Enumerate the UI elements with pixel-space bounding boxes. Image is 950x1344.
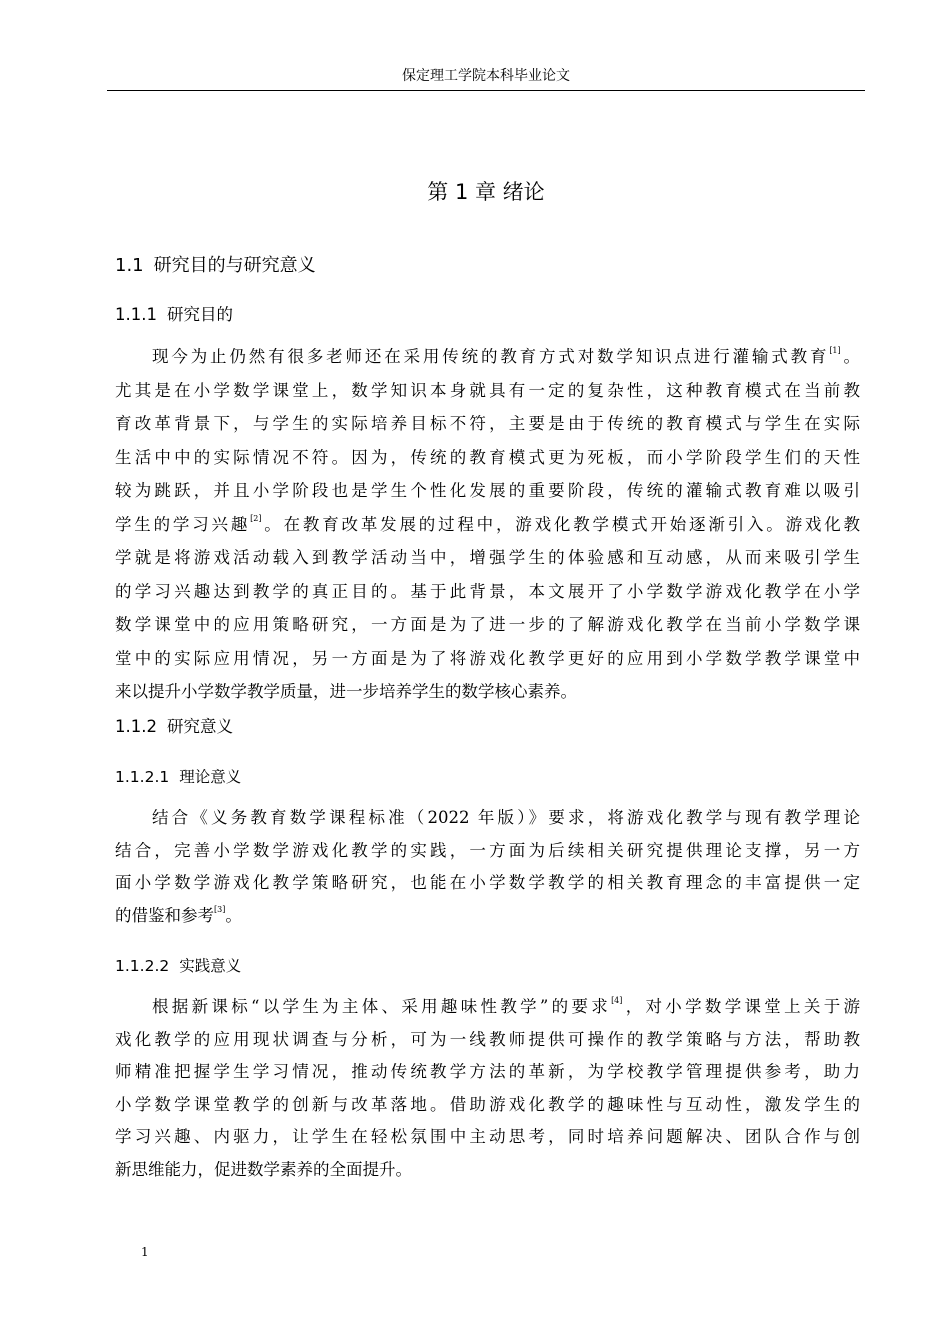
paragraph-line <box>115 407 860 441</box>
text-run: 。 <box>225 905 242 925</box>
text-run: 的借鉴和参考 <box>115 905 214 925</box>
paragraph-line <box>115 675 860 709</box>
text-run: 新思维能力，促进数学素养的全面提升。 <box>115 1159 412 1179</box>
section-heading-1-1 <box>115 252 316 280</box>
header-title: 保定理工学院本科毕业论文 <box>402 68 570 84</box>
paragraph-line <box>115 867 860 900</box>
section-heading-1-1-2-1 <box>115 765 241 789</box>
paragraph-line <box>115 374 860 408</box>
section-title: 研究意义 <box>166 717 233 736</box>
section-heading-1-1-2-2 <box>115 954 241 978</box>
text-run: 结合，完善小学数学游戏化教学的实践，一方面为后续相关研究提供理论支撑，另一方 <box>115 840 860 860</box>
section-number: 1.1.2.2 <box>115 957 170 975</box>
paragraph-line <box>115 340 860 374</box>
chapter-title: 第 1 章 绪论 <box>427 180 545 204</box>
paragraph-line <box>115 1121 860 1154</box>
section-number: 1.1.2 <box>115 717 157 736</box>
paragraph-theoretical-significance <box>115 802 860 932</box>
section-number: 1.1 <box>115 255 144 276</box>
text-run: 学生的学习兴趣 <box>115 514 251 534</box>
text-run: ，对小学数学课堂上关于游 <box>622 997 861 1016</box>
text-run: 师精准把握学生学习情况，推动传统教学方法的革新，为学校教学管理提供参考，助力 <box>115 1062 860 1081</box>
citation-mark: [1] <box>829 346 841 355</box>
paragraph-line <box>115 1056 860 1089</box>
paragraph-practical-significance <box>115 991 860 1186</box>
paragraph-line <box>115 608 860 642</box>
paragraph-research-purpose <box>115 340 860 709</box>
text-run: 小学数学课堂教学的创新与改革落地。借助游戏化教学的趣味性与互动性，激发学生的 <box>115 1094 860 1114</box>
section-title: 研究目的 <box>166 305 233 324</box>
paragraph-line <box>115 1024 860 1057</box>
paragraph-line <box>115 802 860 835</box>
text-run: 戏化教学的应用现状调查与分析，可为一线教师提供可操作的教学策略与方法，帮助教 <box>115 1029 860 1049</box>
paragraph-line <box>115 1089 860 1122</box>
section-title: 实践意义 <box>179 957 242 975</box>
section-number: 1.1.2.1 <box>115 768 170 786</box>
section-heading-1-1-1 <box>115 302 233 328</box>
paragraph-line <box>115 541 860 575</box>
paragraph-line <box>115 474 860 508</box>
paragraph-line <box>115 835 860 868</box>
page-header <box>107 66 865 91</box>
text-run: 结合《义务教育数学课程标准（2022 年版）》要求，将游戏化教学与现有教学理论 <box>152 808 860 827</box>
citation-mark: [2] <box>250 513 262 523</box>
text-run: 数学课堂中的应用策略研究，一方面是为了进一步的了解游戏化教学在当前小学数学课 <box>115 615 860 634</box>
paragraph-line <box>115 900 860 933</box>
text-run: 育改革背景下，与学生的实际培养目标不符，主要是由于传统的教育模式与学生在实际 <box>115 414 860 433</box>
text-run: 来以提升小学数学教学质量，进一步培养学生的数学核心素养。 <box>115 682 577 701</box>
section-title: 理论意义 <box>179 768 242 786</box>
text-run: 尤其是在小学数学课堂上，数学知识本身就具有一定的复杂性，这种教育模式在当前教 <box>115 380 860 400</box>
paragraph-line <box>115 508 860 542</box>
text-run: 。在教育改革发展的过程中，游戏化教学模式开始逐渐引入。游戏化教 <box>261 514 861 534</box>
text-run: 根据新课标“以学生为主体、采用趣味性教学”的要求 <box>152 997 612 1016</box>
text-run: 学习兴趣、内驱力，让学生在轻松氛围中主动思考，同时培养问题解决、团队合作与创 <box>115 1127 860 1146</box>
section-number: 1.1.1 <box>115 305 157 324</box>
paragraph-line <box>115 441 860 475</box>
paragraph-line <box>115 575 860 609</box>
page-number: 1 <box>141 1245 149 1259</box>
section-title: 研究目的与研究意义 <box>153 255 316 276</box>
paragraph-line <box>115 642 860 676</box>
text-run: 面小学数学游戏化教学策略研究，也能在小学数学教学的相关教育理念的丰富提供一定 <box>115 873 860 892</box>
text-run: 。 <box>840 347 861 366</box>
text-run: 较为跳跃，并且小学阶段也是学生个性化发展的重要阶段，传统的灌输式教育难以吸引 <box>115 481 860 500</box>
paragraph-line <box>115 991 860 1024</box>
text-run: 堂中的实际应用情况，另一方面是为了将游戏化教学更好的应用到小学数学教学课堂中 <box>115 648 860 668</box>
text-run: 学就是将游戏活动载入到教学活动当中，增强学生的体验感和互动感，从而来吸引学生 <box>115 548 860 567</box>
text-run: 现今为止仍然有很多老师还在采用传统的教育方式对数学知识点进行灌输式教育 <box>152 347 830 366</box>
section-heading-1-1-2 <box>115 714 233 740</box>
text-run: 生活中中的实际情况不符。因为，传统的教育模式更为死板，而小学阶段学生们的天性 <box>115 447 860 467</box>
citation-mark: [4] <box>611 996 623 1005</box>
citation-mark: [3] <box>214 904 226 914</box>
text-run: 的学习兴趣达到教学的真正目的。基于此背景，本文展开了小学数学游戏化教学在小学 <box>115 581 860 601</box>
paragraph-line <box>115 1154 860 1187</box>
